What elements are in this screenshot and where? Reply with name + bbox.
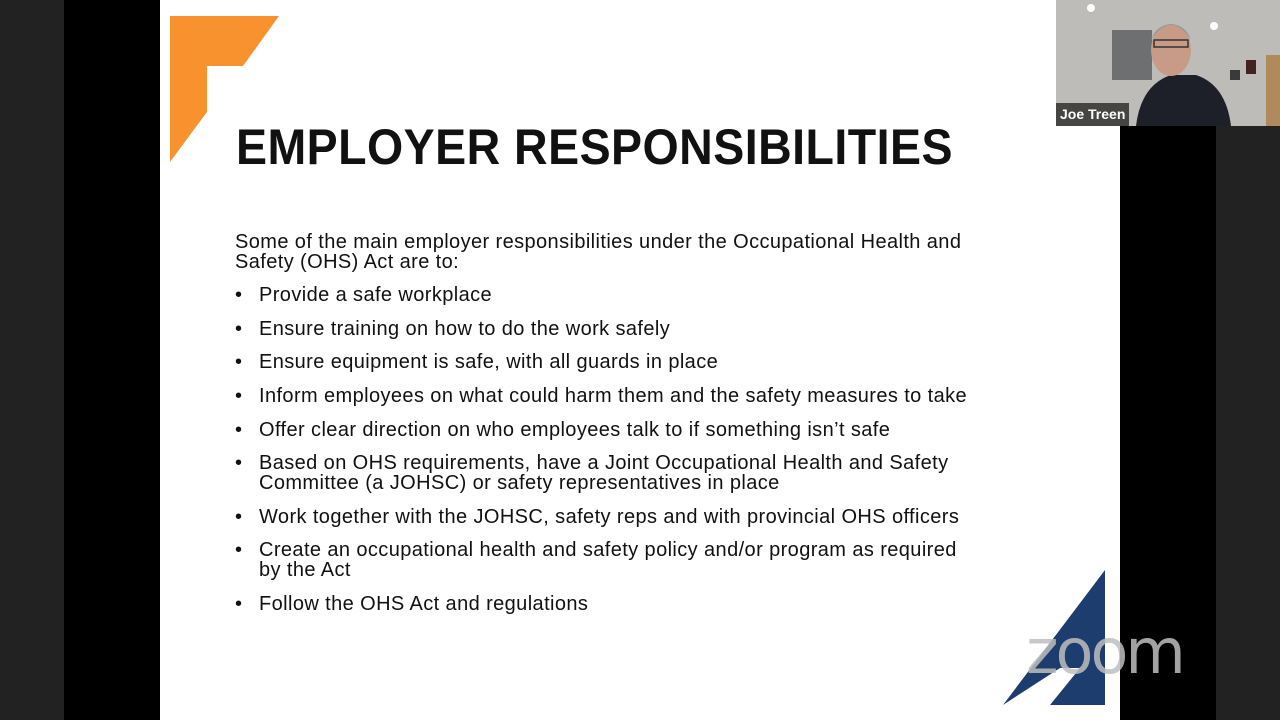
bullet-item <box>235 453 949 493</box>
bullet-line: Committee (a JOHSC) or safety representatives in place <box>259 472 780 494</box>
participant-name: Joe Treen <box>1056 103 1129 126</box>
bullet-line: Follow the OHS Act and regulations <box>259 593 589 615</box>
bullet-icon: • <box>235 318 243 340</box>
bullet-text <box>259 352 718 372</box>
bullet-line: Create an occupational health and safety policy and/or program as required <box>259 539 957 561</box>
bullet-text <box>259 386 967 406</box>
zoom-watermark: zoom <box>1026 615 1183 688</box>
letterbox-left <box>64 0 160 720</box>
bullet-item <box>235 507 959 527</box>
bullet-text <box>259 420 890 440</box>
participant-video[interactable] <box>1056 0 1280 126</box>
bullet-item <box>235 540 957 580</box>
bullet-line: Ensure equipment is safe, with all guards in place <box>259 351 719 373</box>
bullet-item <box>235 352 718 372</box>
bullet-text <box>259 285 492 305</box>
bullet-item <box>235 319 670 339</box>
intro-line: Some of the main employer responsibilities under the Occupational Health and <box>235 231 962 253</box>
bullet-icon: • <box>235 452 243 474</box>
shared-slide <box>160 0 1120 720</box>
bullet-item <box>235 285 492 305</box>
bullet-line: Work together with the JOHSC, safety reps and with provincial OHS officers <box>259 506 960 528</box>
bullet-item <box>235 420 890 440</box>
bullet-text <box>259 594 588 614</box>
bullet-item <box>235 594 588 614</box>
bullet-icon: • <box>235 506 243 528</box>
bullet-icon: • <box>235 284 243 306</box>
intro-line: Safety (OHS) Act are to: <box>235 251 460 273</box>
bullet-text <box>259 540 957 580</box>
bullet-text <box>259 453 949 493</box>
bullet-text <box>259 507 959 527</box>
bullet-icon: • <box>235 593 243 615</box>
bullet-item <box>235 386 967 406</box>
bullet-line: Provide a safe workplace <box>259 284 493 306</box>
bullet-line: Inform employees on what could harm them and the safety measures to take <box>259 385 968 407</box>
bullet-line: Based on OHS requirements, have a Joint Occupational Health and Safety <box>259 452 949 474</box>
bullet-line: Ensure training on how to do the work safely <box>259 318 671 340</box>
bullet-icon: • <box>235 539 243 561</box>
bullet-icon: • <box>235 385 243 407</box>
bullet-line: by the Act <box>259 559 351 581</box>
bullet-icon: • <box>235 351 243 373</box>
bullet-line: Offer clear direction on who employees talk to if something isn’t safe <box>259 419 891 441</box>
bullet-text <box>259 319 670 339</box>
slide-title: EMPLOYER RESPONSIBILITIES <box>236 119 953 175</box>
bullet-icon: • <box>235 419 243 441</box>
